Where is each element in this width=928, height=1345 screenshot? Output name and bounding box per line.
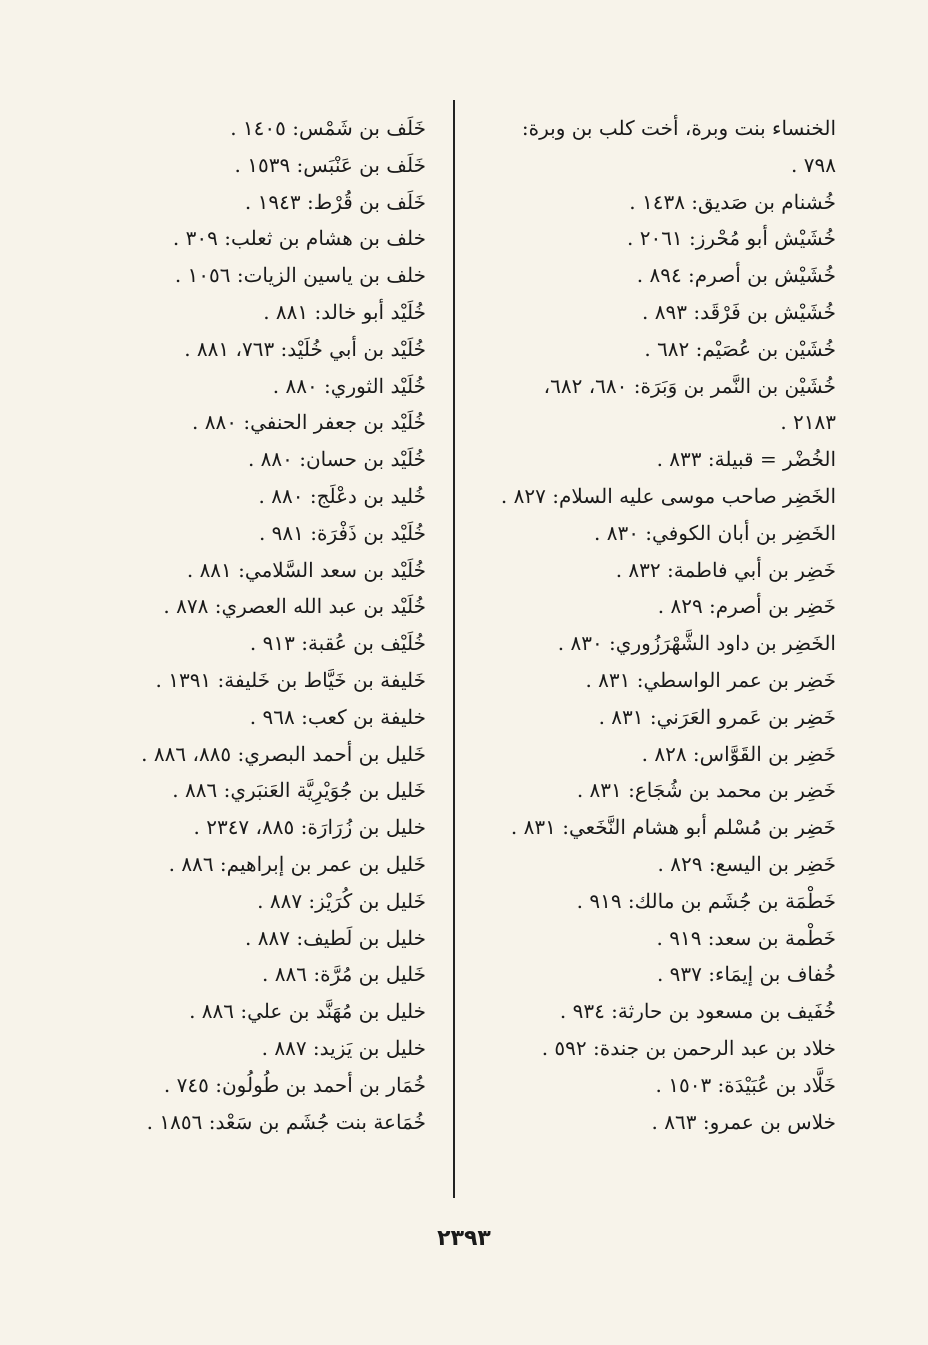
index-entry: خُشَيْن بن النَّمر بن وَبَرَة: ٦٨٠، ٦٨٢، — [543, 373, 836, 398]
index-entry: خُشنام بن صَديق: ١٤٣٨ . — [629, 189, 836, 214]
index-entry: خَلَف بن شَمْس: ١٤٠٥ . — [230, 116, 426, 140]
index-entry: خلاس بن عمرو: ٨٦٣ . — [651, 1109, 836, 1134]
index-entry: خَضِر بن أبي فاطمة: ٨٣٢ . — [615, 557, 836, 582]
index-entry: خَلَّاد بن عُبَيْدَة: ١٥٠٣ . — [655, 1072, 836, 1097]
index-entry: خليل بن زُرَارَة: ٨٨٥، ٢٣٤٧ . — [193, 815, 426, 840]
index-entry: خُشَيْش بن أصرم: ٨٩٤ . — [636, 263, 836, 288]
index-entry: خلف بن ياسين الزيات: ١٠٥٦ . — [174, 263, 426, 288]
index-entry: خَضِر بن اليسع: ٨٢٩ . — [657, 851, 836, 876]
index-entry: خُلَيْد بن أبي خُلَيْد: ٧٦٣، ٨٨١ . — [184, 336, 426, 361]
index-entry: خُشَيْن بن عُصَيْم: ٦٨٢ . — [644, 336, 836, 361]
index-entry: خَضِر بن محمد بن شُجَاع: ٨٣١ . — [576, 778, 836, 803]
index-entry: خلاد بن عبد الرحمن بن جندة: ٥٩٢ . — [541, 1035, 836, 1060]
index-entry: خليل بن لَطيف: ٨٨٧ . — [245, 925, 426, 950]
index-entry: خُلَيْد بن ذَفْرَة: ٩٨١ . — [258, 520, 426, 545]
index-entry: خُلَيْد بن جعفر الحنفي: ٨٨٠ . — [192, 410, 426, 435]
index-entry: خَضِر بن أصرم: ٨٢٩ . — [657, 594, 836, 619]
index-entry: خليل بن مُهَنَّد بن علي: ٨٨٦ . — [189, 999, 426, 1024]
index-entry: خُلَيْد بن حسان: ٨٨٠ . — [247, 447, 426, 472]
index-entry: خَليل بن كُرَيْز: ٨٨٧ . — [257, 888, 426, 913]
index-entry: خَليل بن جُوَيْرِيَّة العَنبَري: ٨٨٦ . — [172, 778, 426, 803]
index-entry: الخَضِر بن داود الشَّهْرَزُوري: ٨٣٠ . — [557, 631, 836, 656]
index-entry: خَطْمَة بن جُشَم بن مالك: ٩١٩ . — [576, 888, 836, 913]
index-entry: خُلَيْد الثوري: ٨٨٠ . — [272, 373, 426, 398]
index-entry: خَليل بن أحمد البصري: ٨٨٥، ٨٨٦ . — [141, 741, 426, 766]
column-divider — [453, 100, 455, 1198]
index-entry: خُلَيْد بن عبد الله العصري: ٨٧٨ . — [163, 594, 426, 619]
index-entry: خليفة بن كعب: ٩٦٨ . — [249, 704, 426, 729]
index-entry: خُليد بن دعْلَج: ٨٨٠ . — [258, 483, 426, 508]
index-entry: خُفاف بن إيمَاء: ٩٣٧ . — [656, 962, 836, 987]
index-entry: خُلَيْف بن عُقبة: ٩١٣ . — [249, 631, 426, 656]
index-entry: ٢١٨٣ . — [780, 410, 836, 435]
index-entry: خَليفة بن خَيَّاط بن خَليفة: ١٣٩١ . — [155, 667, 426, 692]
index-entry: الخنساء بنت وبرة، أخت كلب بن وبرة: — [521, 116, 836, 140]
index-entry: خَضِر بن عَمرو العَرَني: ٨٣١ . — [598, 704, 836, 729]
index-entry: خُشَيْش أبو مُحْرز: ٢٠٦١ . — [626, 226, 836, 251]
index-entry: الخُضْر = قبيلة: ٨٣٣ . — [656, 447, 836, 472]
index-entry: خَليل بن عمر بن إبراهيم: ٨٨٦ . — [168, 851, 426, 876]
index-entry: خليل بن يَزيد: ٨٨٧ . — [261, 1035, 426, 1060]
index-entry: الخَضِر صاحب موسى عليه السلام: ٨٢٧ . — [500, 483, 836, 508]
index-entry: خُشَيْش بن فَرْقَد: ٨٩٣ . — [642, 299, 836, 324]
index-entry: خَلَف بن قُرْط: ١٩٤٣ . — [244, 189, 426, 214]
index-entry: خَضِر بن مُسْلم أبو هشام النَّخَعي: ٨٣١ . — [510, 815, 836, 840]
index-column-left — [26, 110, 426, 1140]
index-entry: الخَضِر بن أبان الكوفي: ٨٣٠ . — [593, 520, 836, 545]
index-entry: خلف بن هشام بن ثعلب: ٣٠٩ . — [172, 226, 426, 251]
index-entry: خَليل بن مُرَّة: ٨٨٦ . — [262, 962, 426, 987]
index-entry: ٧٩٨ . — [791, 152, 836, 177]
index-entry: خَضِر بن عمر الواسطي: ٨٣١ . — [585, 667, 836, 692]
index-entry: خَلَف بن عَنْبَس: ١٥٣٩ . — [234, 152, 426, 177]
index-column-right — [461, 110, 836, 1140]
index-entry: خَطْمة بن سعد: ٩١٩ . — [656, 925, 836, 950]
index-entry: خَضِر بن القَوَّاس: ٨٢٨ . — [641, 741, 836, 766]
index-entry: خُفَيف بن مسعود بن حارثة: ٩٣٤ . — [559, 999, 836, 1024]
index-entry: خُلَيْد أبو خالد: ٨٨١ . — [263, 299, 426, 324]
index-entry: خُمَاعة بنت جُشَم بن سَعْد: ١٨٥٦ . — [146, 1109, 426, 1134]
index-entry: خُلَيْد بن سعد السَّلامي: ٨٨١ . — [186, 557, 426, 582]
page-number: ٢٣٩٣ — [437, 1226, 491, 1251]
index-entry: خُمَار بن أحمد بن طُولُون: ٧٤٥ . — [163, 1072, 426, 1097]
